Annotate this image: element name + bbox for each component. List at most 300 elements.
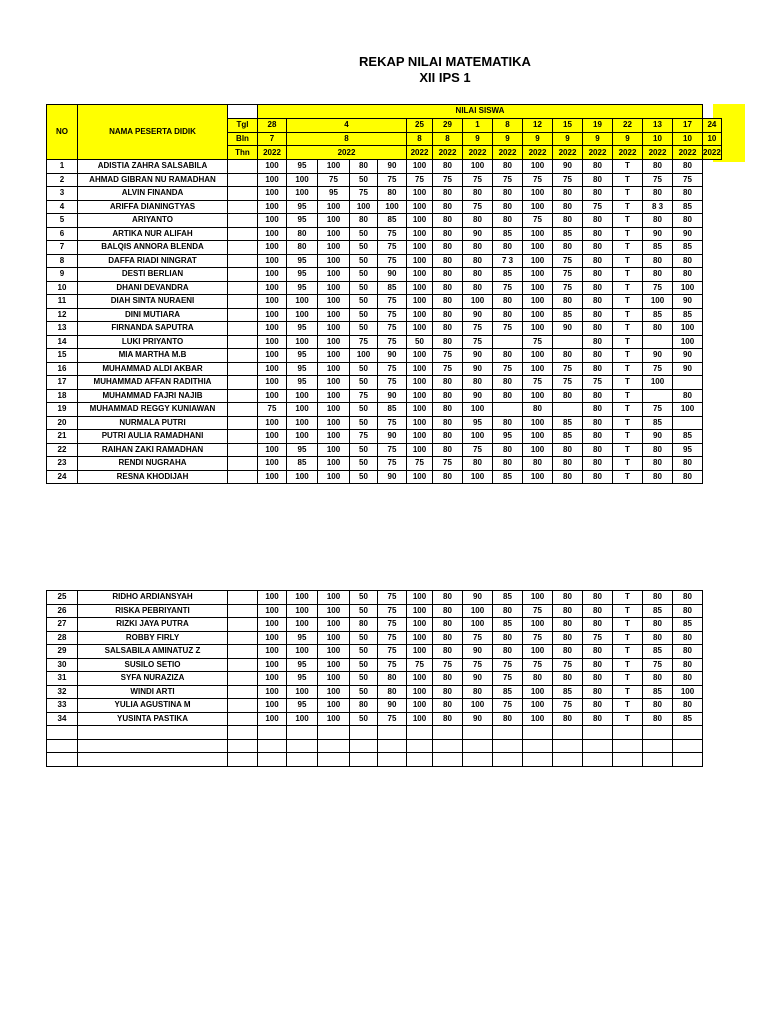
- grade-cell: 100: [318, 241, 350, 255]
- grade-cell: 100: [463, 470, 493, 484]
- grade-cell: [228, 403, 258, 417]
- table-row: [47, 672, 703, 686]
- grade-cell: 75: [378, 631, 407, 645]
- grade-cell: 90: [673, 295, 703, 309]
- grade-cell: [228, 322, 258, 336]
- grade-cell: 90: [463, 645, 493, 659]
- grade-cell: 80: [553, 712, 583, 726]
- grade-cell: 75: [378, 295, 407, 309]
- student-name: MIA MARTHA M.B: [78, 349, 228, 363]
- grade-cell: 100: [407, 227, 433, 241]
- empty-cell: [583, 739, 613, 753]
- grade-cell: 80: [463, 281, 493, 295]
- empty-cell: [583, 753, 613, 767]
- grade-cell: T: [613, 322, 643, 336]
- grade-cell: 80: [433, 470, 463, 484]
- grade-cell: 95: [673, 443, 703, 457]
- grade-cell: T: [613, 362, 643, 376]
- grade-cell: 80: [433, 308, 463, 322]
- grade-cell: 90: [463, 308, 493, 322]
- grade-cell: 100: [258, 349, 287, 363]
- grade-cell: 95: [287, 376, 318, 390]
- grade-cell: 100: [407, 712, 433, 726]
- grade-cell: T: [613, 389, 643, 403]
- grade-cell: 80: [433, 200, 463, 214]
- page-title: REKAP NILAI MATEMATIKA: [359, 54, 531, 69]
- grade-cell: 100: [318, 416, 350, 430]
- grade-cell: 80: [673, 187, 703, 201]
- grade-cell: 80: [583, 308, 613, 322]
- grade-cell: 75: [583, 376, 613, 390]
- grade-cell: [228, 699, 258, 713]
- grade-cell: 50: [350, 403, 378, 417]
- grade-cell: 80: [553, 631, 583, 645]
- grade-cell: [228, 308, 258, 322]
- grade-cell: T: [613, 268, 643, 282]
- grade-cell: 100: [258, 443, 287, 457]
- tgl-cell: 24: [703, 118, 722, 132]
- grade-cell: 100: [287, 645, 318, 659]
- grade-cell: 85: [673, 712, 703, 726]
- grade-cell: 80: [553, 241, 583, 255]
- grade-cell: 80: [583, 173, 613, 187]
- grade-cell: 100: [318, 281, 350, 295]
- grade-cell: 85: [643, 604, 673, 618]
- grade-cell: 100: [463, 430, 493, 444]
- grade-cell: 100: [287, 430, 318, 444]
- grade-cell: [228, 214, 258, 228]
- grade-cell: 100: [318, 254, 350, 268]
- grade-cell: 100: [523, 295, 553, 309]
- grade-cell: 100: [523, 160, 553, 174]
- empty-cell: [553, 726, 583, 740]
- grade-cell: T: [613, 227, 643, 241]
- grade-cell: 50: [350, 712, 378, 726]
- grade-cell: 75: [350, 187, 378, 201]
- grade-cell: 100: [523, 268, 553, 282]
- grade-cell: 100: [673, 685, 703, 699]
- grade-cell: 100: [463, 160, 493, 174]
- grade-cell: 85: [493, 470, 523, 484]
- grade-cell: 90: [378, 470, 407, 484]
- empty-cell: [463, 753, 493, 767]
- grade-cell: [228, 349, 258, 363]
- grade-cell: T: [613, 416, 643, 430]
- grade-cell: 100: [318, 604, 350, 618]
- grade-cell: 100: [318, 712, 350, 726]
- grade-cell: 100: [258, 214, 287, 228]
- grade-cell: 80: [553, 187, 583, 201]
- empty-cell: [378, 726, 407, 740]
- grade-cell: 80: [433, 241, 463, 255]
- grade-cell: 100: [287, 591, 318, 605]
- class-subtitle: XII IPS 1: [419, 70, 471, 85]
- student-name: ARTIKA NUR ALIFAH: [78, 227, 228, 241]
- table-row: [47, 214, 722, 228]
- row-number: 18: [47, 389, 78, 403]
- empty-cell: [407, 726, 433, 740]
- table-row: [47, 645, 703, 659]
- row-number: 6: [47, 227, 78, 241]
- tgl-cell: 17: [673, 118, 703, 132]
- grade-cell: 100: [463, 604, 493, 618]
- row-number: 24: [47, 470, 78, 484]
- grade-cell: T: [613, 173, 643, 187]
- grade-cell: 90: [378, 268, 407, 282]
- grade-cell: 80: [463, 241, 493, 255]
- row-number: 27: [47, 618, 78, 632]
- grade-cell: 80: [433, 389, 463, 403]
- grade-cell: 80: [643, 470, 673, 484]
- student-name: YUSINTA PASTIKA: [78, 712, 228, 726]
- empty-cell: [350, 753, 378, 767]
- grade-cell: T: [613, 457, 643, 471]
- table-row: [47, 443, 722, 457]
- thn-cell: 2022: [493, 146, 523, 160]
- grade-cell: 80: [643, 457, 673, 471]
- grade-cell: 100: [673, 335, 703, 349]
- row-number: 13: [47, 322, 78, 336]
- empty-cell: [287, 726, 318, 740]
- grade-cell: 80: [583, 658, 613, 672]
- grade-cell: 80: [583, 349, 613, 363]
- grade-cell: 90: [378, 699, 407, 713]
- grade-cell: 75: [463, 658, 493, 672]
- student-name: MUHAMMAD ALDI AKBAR: [78, 362, 228, 376]
- grade-cell: 75: [553, 699, 583, 713]
- grade-cell: 100: [258, 254, 287, 268]
- grade-cell: 100: [287, 604, 318, 618]
- grade-cell: 100: [258, 281, 287, 295]
- grade-cell: 80: [583, 457, 613, 471]
- student-name: NURMALA PUTRI: [78, 416, 228, 430]
- grade-cell: 80: [553, 672, 583, 686]
- tgl-cell: 19: [583, 118, 613, 132]
- grade-cell: 100: [407, 295, 433, 309]
- grade-cell: 100: [258, 322, 287, 336]
- empty-row: [47, 753, 703, 767]
- grade-cell: 100: [673, 281, 703, 295]
- grade-cell: 80: [493, 416, 523, 430]
- grade-cell: [553, 403, 583, 417]
- grade-cell: 100: [258, 685, 287, 699]
- table-row: [47, 200, 722, 214]
- table-row: [47, 618, 703, 632]
- grade-cell: 80: [673, 591, 703, 605]
- grade-cell: 80: [463, 187, 493, 201]
- grade-cell: 100: [407, 241, 433, 255]
- grade-cell: 100: [318, 672, 350, 686]
- grade-cell: [228, 443, 258, 457]
- grade-cell: 100: [523, 645, 553, 659]
- grade-cell: [228, 389, 258, 403]
- grade-cell: 80: [643, 712, 673, 726]
- grade-cell: 100: [318, 268, 350, 282]
- bln-cell: 9: [583, 132, 613, 146]
- grade-cell: 100: [258, 160, 287, 174]
- grade-cell: T: [613, 443, 643, 457]
- grade-cell: 75: [378, 658, 407, 672]
- grade-cell: 80: [583, 254, 613, 268]
- grade-cell: 75: [493, 281, 523, 295]
- grade-cell: 95: [287, 349, 318, 363]
- grade-cell: 75: [493, 362, 523, 376]
- grade-cell: 75: [350, 389, 378, 403]
- grade-cell: 85: [643, 416, 673, 430]
- grade-cell: 75: [378, 591, 407, 605]
- grade-cell: 80: [463, 214, 493, 228]
- grade-cell: 100: [318, 349, 350, 363]
- grade-cell: T: [613, 604, 643, 618]
- row-number: 7: [47, 241, 78, 255]
- thn-cell: 2022: [553, 146, 583, 160]
- grade-cell: 100: [258, 389, 287, 403]
- grade-cell: 80: [643, 254, 673, 268]
- grade-cell: 80: [643, 214, 673, 228]
- grade-cell: 85: [673, 241, 703, 255]
- grade-cell: 75: [643, 362, 673, 376]
- grade-cell: 95: [287, 631, 318, 645]
- grade-cell: 75: [433, 362, 463, 376]
- grade-cell: 75: [643, 658, 673, 672]
- header-nama: NAMA PESERTA DIDIK: [78, 105, 228, 160]
- grade-cell: 85: [378, 403, 407, 417]
- grade-cell: 80: [673, 604, 703, 618]
- grade-cell: 50: [350, 443, 378, 457]
- grade-cell: 100: [407, 187, 433, 201]
- grade-cell: 100: [407, 214, 433, 228]
- grade-cell: 100: [258, 672, 287, 686]
- grade-cell: 100: [407, 416, 433, 430]
- grade-cell: 100: [318, 631, 350, 645]
- grade-cell: 80: [643, 160, 673, 174]
- grade-cell: 80: [433, 254, 463, 268]
- grade-cell: 80: [378, 685, 407, 699]
- grade-cell: 100: [258, 187, 287, 201]
- grade-cell: 50: [350, 604, 378, 618]
- grade-cell: 100: [407, 672, 433, 686]
- grade-cell: 80: [673, 268, 703, 282]
- grade-cell: 80: [493, 295, 523, 309]
- grade-cell: 80: [643, 591, 673, 605]
- grade-cell: 80: [643, 268, 673, 282]
- empty-cell: [350, 739, 378, 753]
- grade-cell: 100: [523, 618, 553, 632]
- bln-cell: 10: [673, 132, 703, 146]
- grade-cell: [493, 335, 523, 349]
- empty-cell: [643, 726, 673, 740]
- student-name: DINI MUTIARA: [78, 308, 228, 322]
- grade-cell: 100: [407, 349, 433, 363]
- grade-cell: 80: [673, 645, 703, 659]
- row-number: 34: [47, 712, 78, 726]
- student-name: DHANI DEVANDRA: [78, 281, 228, 295]
- bln-cell: 8: [407, 132, 433, 146]
- grade-cell: 75: [673, 173, 703, 187]
- thn-cell: 2022: [673, 146, 703, 160]
- grade-cell: 80: [350, 214, 378, 228]
- grade-cell: 75: [523, 631, 553, 645]
- grade-cell: 90: [553, 322, 583, 336]
- grade-cell: 95: [287, 160, 318, 174]
- student-name: RENDI NUGRAHA: [78, 457, 228, 471]
- grade-cell: 75: [463, 443, 493, 457]
- grade-cell: 100: [523, 322, 553, 336]
- empty-cell: [583, 726, 613, 740]
- empty-cell: [463, 739, 493, 753]
- grade-cell: 50: [350, 268, 378, 282]
- grade-cell: 100: [287, 416, 318, 430]
- grade-cell: [228, 227, 258, 241]
- table-row: [47, 187, 722, 201]
- grade-cell: 95: [318, 187, 350, 201]
- grade-cell: 100: [378, 200, 407, 214]
- grade-cell: 80: [553, 604, 583, 618]
- grade-cell: 75: [463, 173, 493, 187]
- empty-cell: [78, 726, 228, 740]
- student-name: ROBBY FIRLY: [78, 631, 228, 645]
- student-name: BALQIS ANNORA BLENDA: [78, 241, 228, 255]
- table-row: [47, 685, 703, 699]
- grade-cell: 80: [378, 187, 407, 201]
- row-number: 33: [47, 699, 78, 713]
- row-number: 9: [47, 268, 78, 282]
- grade-cell: 100: [287, 618, 318, 632]
- grade-cell: 75: [378, 416, 407, 430]
- grade-cell: 100: [523, 685, 553, 699]
- empty-cell: [258, 739, 287, 753]
- grade-cell: 100: [407, 322, 433, 336]
- grade-cell: 75: [433, 349, 463, 363]
- grade-cell: 80: [523, 457, 553, 471]
- grade-cell: 80: [493, 241, 523, 255]
- grade-cell: 80: [673, 389, 703, 403]
- row-number: 25: [47, 591, 78, 605]
- grade-cell: 80: [643, 631, 673, 645]
- grade-cell: 80: [350, 699, 378, 713]
- student-name: MUHAMMAD AFFAN RADITHIA: [78, 376, 228, 390]
- grade-cell: 85: [553, 430, 583, 444]
- grade-cell: 80: [433, 214, 463, 228]
- grade-cell: 80: [493, 187, 523, 201]
- grades-table-top: [46, 104, 722, 484]
- grade-cell: 100: [258, 470, 287, 484]
- empty-cell: [613, 726, 643, 740]
- grade-cell: T: [613, 470, 643, 484]
- student-name: DAFFA RIADI NINGRAT: [78, 254, 228, 268]
- grade-cell: 80: [463, 254, 493, 268]
- grade-cell: 100: [407, 618, 433, 632]
- grade-cell: [228, 241, 258, 255]
- table-row: [47, 389, 722, 403]
- bln-cell: 9: [523, 132, 553, 146]
- grade-cell: 80: [643, 618, 673, 632]
- grade-cell: 80: [583, 430, 613, 444]
- grade-cell: 100: [258, 712, 287, 726]
- grade-cell: [228, 416, 258, 430]
- grade-cell: 100: [258, 335, 287, 349]
- grade-cell: 80: [287, 227, 318, 241]
- grade-cell: 100: [258, 658, 287, 672]
- grade-cell: 80: [433, 160, 463, 174]
- grade-cell: 80: [673, 631, 703, 645]
- thn-cell: 2022: [643, 146, 673, 160]
- grade-cell: 85: [553, 416, 583, 430]
- grade-cell: 75: [318, 173, 350, 187]
- row-number: 10: [47, 281, 78, 295]
- empty-cell: [350, 726, 378, 740]
- student-name: DESTI BERLIAN: [78, 268, 228, 282]
- grade-cell: 90: [673, 362, 703, 376]
- grade-cell: 100: [318, 322, 350, 336]
- student-name: MUHAMMAD REGGY KUNIAWAN: [78, 403, 228, 417]
- grade-cell: 80: [433, 618, 463, 632]
- grade-cell: 80: [493, 389, 523, 403]
- grade-cell: 75: [463, 200, 493, 214]
- grade-cell: 100: [523, 389, 553, 403]
- grade-cell: 75: [378, 322, 407, 336]
- grade-cell: 50: [350, 322, 378, 336]
- grade-cell: 90: [553, 160, 583, 174]
- grade-cell: T: [613, 403, 643, 417]
- grade-cell: 100: [407, 699, 433, 713]
- grade-cell: 80: [673, 457, 703, 471]
- student-name: ALVIN FINANDA: [78, 187, 228, 201]
- grade-cell: 100: [258, 430, 287, 444]
- grade-cell: 100: [407, 362, 433, 376]
- grade-cell: 75: [523, 173, 553, 187]
- grade-cell: [228, 295, 258, 309]
- empty-cell: [318, 753, 350, 767]
- empty-cell: [673, 753, 703, 767]
- grade-cell: 75: [378, 443, 407, 457]
- grade-cell: 90: [673, 227, 703, 241]
- grade-cell: 95: [287, 699, 318, 713]
- bln-cell: 10: [703, 132, 722, 146]
- header-bln-label: Bln: [228, 132, 258, 146]
- grade-cell: 80: [463, 268, 493, 282]
- grade-cell: 80: [553, 618, 583, 632]
- grade-cell: 75: [553, 173, 583, 187]
- grade-cell: 80: [583, 227, 613, 241]
- grade-cell: 75: [378, 254, 407, 268]
- grade-cell: 90: [378, 389, 407, 403]
- grade-cell: T: [613, 349, 643, 363]
- grade-cell: [228, 268, 258, 282]
- grade-cell: 75: [553, 376, 583, 390]
- grade-cell: 85: [673, 308, 703, 322]
- grade-cell: 80: [673, 699, 703, 713]
- grade-cell: 80: [553, 389, 583, 403]
- thn-cell: 2022: [523, 146, 553, 160]
- grade-cell: 75: [378, 712, 407, 726]
- grade-cell: 75: [378, 376, 407, 390]
- grade-cell: [228, 645, 258, 659]
- grade-cell: 100: [407, 645, 433, 659]
- grade-cell: 100: [318, 658, 350, 672]
- grade-cell: 75: [378, 335, 407, 349]
- grade-cell: 85: [493, 685, 523, 699]
- grade-cell: 50: [350, 685, 378, 699]
- grade-cell: 75: [378, 645, 407, 659]
- student-name: RISKA PEBRIYANTI: [78, 604, 228, 618]
- table-row: [47, 281, 722, 295]
- grade-cell: 80: [583, 685, 613, 699]
- grade-cell: 80: [433, 443, 463, 457]
- grade-cell: 90: [378, 430, 407, 444]
- grade-cell: 80: [673, 160, 703, 174]
- empty-cell: [493, 739, 523, 753]
